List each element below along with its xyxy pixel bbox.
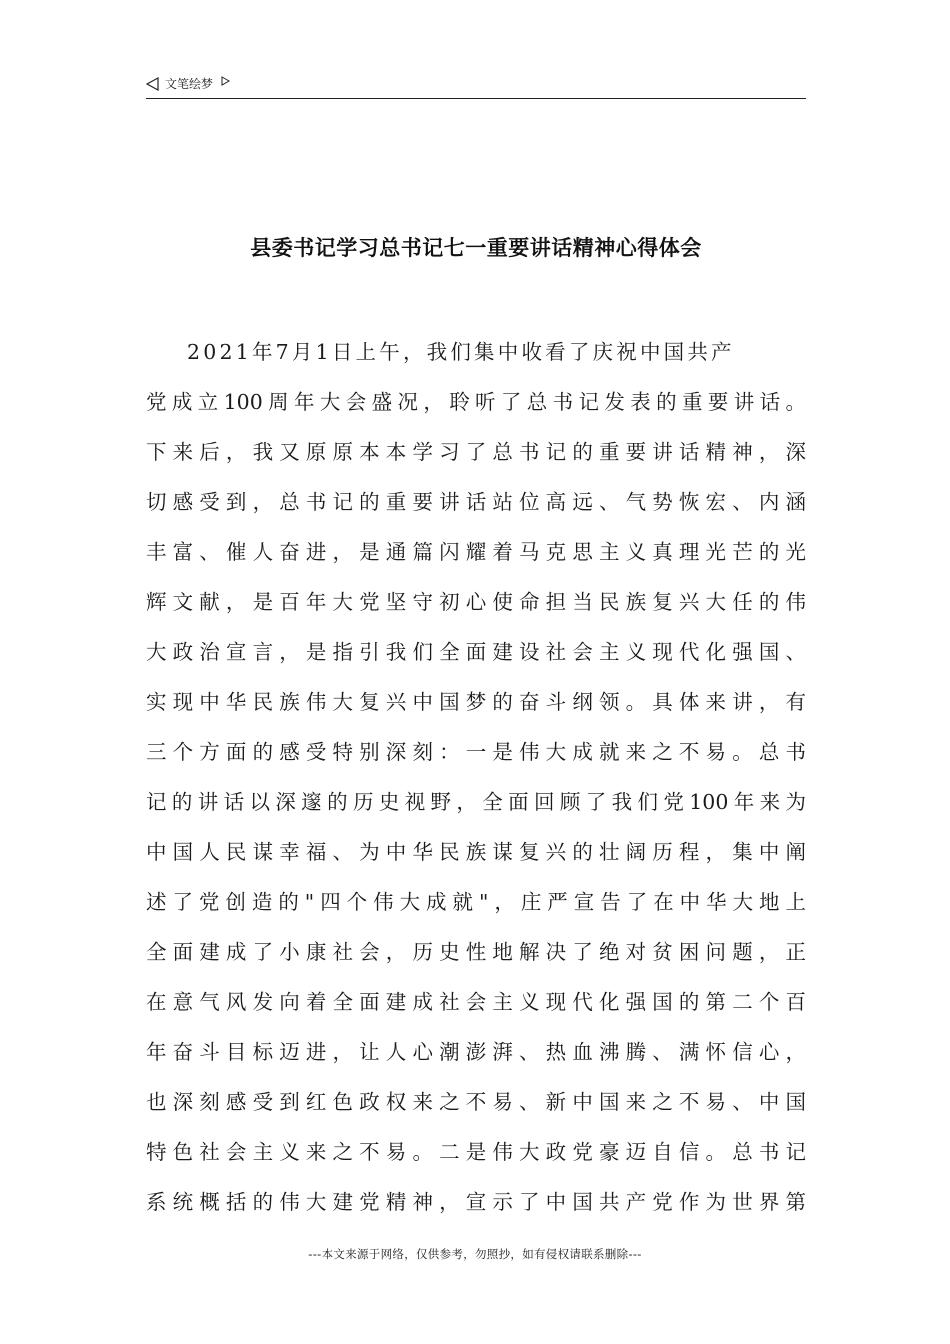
body-line: 记的讲话以深邃的历史视野，全面回顾了我们党100年来为: [146, 790, 806, 814]
document-title: 县委书记学习总书记七一重要讲话精神心得体会: [250, 236, 702, 260]
header-brand-text: 文笔绘梦: [165, 77, 214, 91]
body-line: 大政治宣言，是指引我们全面建设社会主义现代化强国、: [146, 640, 806, 664]
body-line: 述了党创造的"四个伟大成就"，庄严宣告了在中华大地上: [146, 890, 806, 914]
body-line: 丰富、催人奋进，是通篇闪耀着马克思主义真理光芒的光: [146, 540, 806, 564]
body-line: 在意气风发向着全面建成社会主义现代化强国的第二个百: [146, 990, 806, 1014]
body-line: 年奋斗目标迈进，让人心潮澎湃、热血沸腾、满怀信心，: [146, 1040, 806, 1064]
triangle-left-outline-icon: [146, 77, 159, 91]
body-line: 党成立100周年大会盛况，聆听了总书记发表的重要讲话。: [146, 390, 806, 414]
document-body: [146, 332, 806, 1232]
body-line: 全面建成了小康社会，历史性地解决了绝对贫困问题，正: [146, 940, 806, 964]
body-line: 下来后，我又原原本本学习了总书记的重要讲话精神，深: [146, 440, 806, 464]
body-line: 特色社会主义来之不易。二是伟大政党豪迈自信。总书记: [146, 1140, 806, 1164]
body-line: 切感受到，总书记的重要讲话站位高远、气势恢宏、内涵: [146, 490, 806, 514]
body-line: 系统概括的伟大建党精神，宣示了中国共产党作为世界第: [146, 1190, 806, 1214]
body-line: 也深刻感受到红色政权来之不易、新中国来之不易、中国: [146, 1090, 806, 1114]
body-line: 实现中华民族伟大复兴中国梦的奋斗纲领。具体来讲，有: [146, 690, 806, 714]
header-brand-group: [146, 75, 230, 92]
triangle-right-outline-icon: [221, 76, 230, 86]
body-line: 2021年7月1日上午，我们集中收看了庆祝中国共产: [187, 340, 735, 364]
body-line: 三个方面的感受特别深刻：一是伟大成就来之不易。总书: [146, 740, 806, 764]
footer-notice: ---本文来源于网络，仅供参考，勿照抄，如有侵权请联系删除---: [308, 1247, 642, 1261]
body-line: 辉文献，是百年大党坚守初心使命担当民族复兴大任的伟: [146, 590, 806, 614]
page-header: [146, 72, 806, 99]
body-line: 中国人民谋幸福、为中华民族谋复兴的壮阔历程，集中阐: [146, 840, 806, 864]
